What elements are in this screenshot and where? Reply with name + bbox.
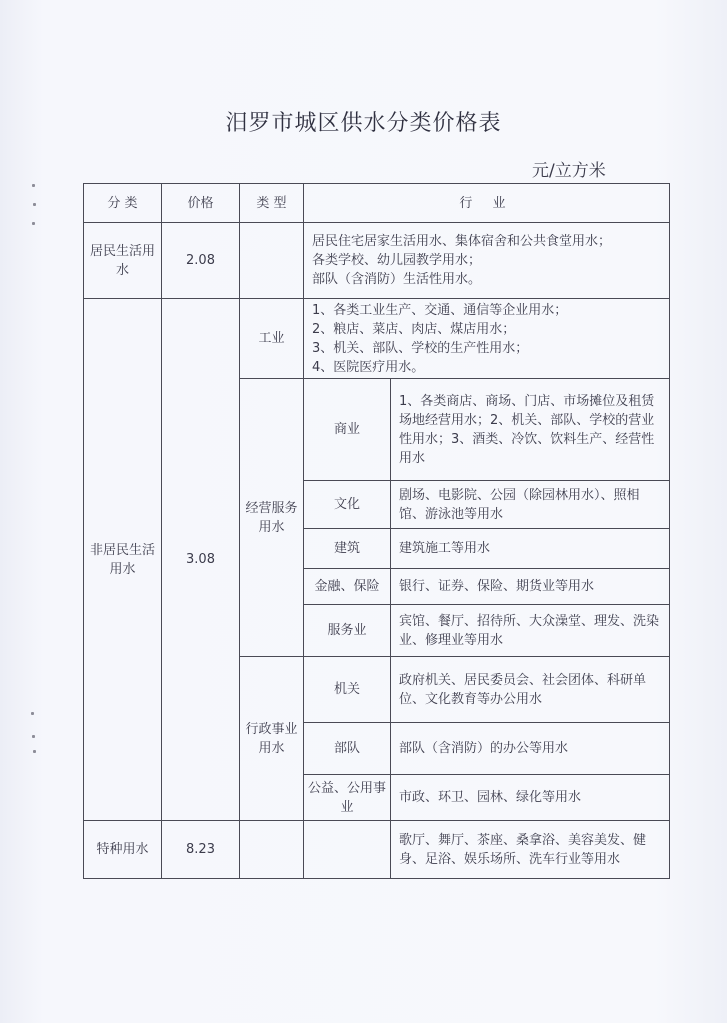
special-price: 8.23	[162, 821, 240, 879]
header-price: 价格	[162, 184, 240, 223]
scan-mark	[33, 750, 36, 753]
industrial-type: 工业	[240, 299, 304, 379]
residential-category: 居民生活用水	[84, 223, 162, 299]
special-subtype	[304, 821, 391, 879]
special-type	[240, 821, 304, 879]
residential-price: 2.08	[162, 223, 240, 299]
business-type: 经营服务用水	[240, 379, 304, 657]
service-name: 服务业	[304, 605, 391, 657]
public-name: 公益、公用事业	[304, 775, 391, 821]
industrial-line: 2、粮店、菜店、肉店、煤店用水；	[312, 321, 516, 337]
scan-mark	[32, 735, 35, 738]
construction-text: 建筑施工等用水	[391, 529, 670, 569]
special-text: 歌厅、舞厅、茶座、桑拿浴、美容美发、健身、足浴、娱乐场所、洗车行业等用水	[391, 821, 670, 879]
price-table	[83, 183, 670, 879]
industrial-row	[84, 299, 670, 379]
finance-name: 金融、保险	[304, 569, 391, 605]
scan-mark	[31, 712, 34, 715]
non-residential-category: 非居民生活用水	[84, 299, 162, 821]
industrial-line: 3、机关、部队、学校的生产性用水；	[312, 340, 529, 356]
admin-type: 行政事业用水	[240, 657, 304, 821]
scan-mark	[33, 203, 36, 206]
military-text: 部队（含消防）的办公等用水	[391, 723, 670, 775]
residential-line: 部队（含消防）生活性用水。	[312, 272, 482, 287]
header-category: 分 类	[84, 184, 162, 223]
finance-text: 银行、证券、保险、期货业等用水	[391, 569, 670, 605]
military-name: 部队	[304, 723, 391, 775]
special-row	[84, 821, 670, 879]
scan-mark	[32, 222, 35, 225]
residential-row	[84, 223, 670, 299]
header-row	[84, 184, 670, 223]
page-title: 汨罗市城区供水分类价格表	[225, 111, 502, 136]
special-category: 特种用水	[84, 821, 162, 879]
residential-line: 居民住宅居家生活用水、集体宿舍和公共食堂用水；	[312, 234, 612, 249]
service-text: 宾馆、餐厅、招待所、大众澡堂、理发、洗染业、修理业等用水	[391, 605, 670, 657]
public-text: 市政、环卫、园林、绿化等用水	[391, 775, 670, 821]
commerce-name: 商业	[304, 379, 391, 481]
culture-name: 文化	[304, 481, 391, 529]
header-industry: 行 业	[304, 184, 670, 223]
government-text: 政府机关、居民委员会、社会团体、科研单位、文化教育等办公用水	[391, 657, 670, 723]
non-residential-price: 3.08	[162, 299, 240, 821]
residential-type	[240, 223, 304, 299]
industrial-industry	[304, 299, 670, 379]
header-type: 类 型	[240, 184, 304, 223]
culture-text: 剧场、电影院、公园（除园林用水）、照相馆、游泳池等用水	[391, 481, 670, 529]
construction-name: 建筑	[304, 529, 391, 569]
residential-line: 各类学校、幼儿园教学用水；	[312, 253, 482, 268]
industrial-line: 4、医院医疗用水。	[312, 359, 425, 375]
commerce-text: 1、各类商店、商场、门店、市场摊位及租赁场地经营用水；2、机关、部队、学校的营业性用水；3、酒类、冷饮、饮料生产、经营性用水	[391, 379, 670, 481]
residential-industry	[304, 223, 670, 299]
government-name: 机关	[304, 657, 391, 723]
unit-label: 元/立方米	[532, 161, 606, 181]
industrial-line: 1、各类工业生产、交通、通信等企业用水；	[312, 302, 568, 318]
scan-mark	[32, 184, 35, 187]
